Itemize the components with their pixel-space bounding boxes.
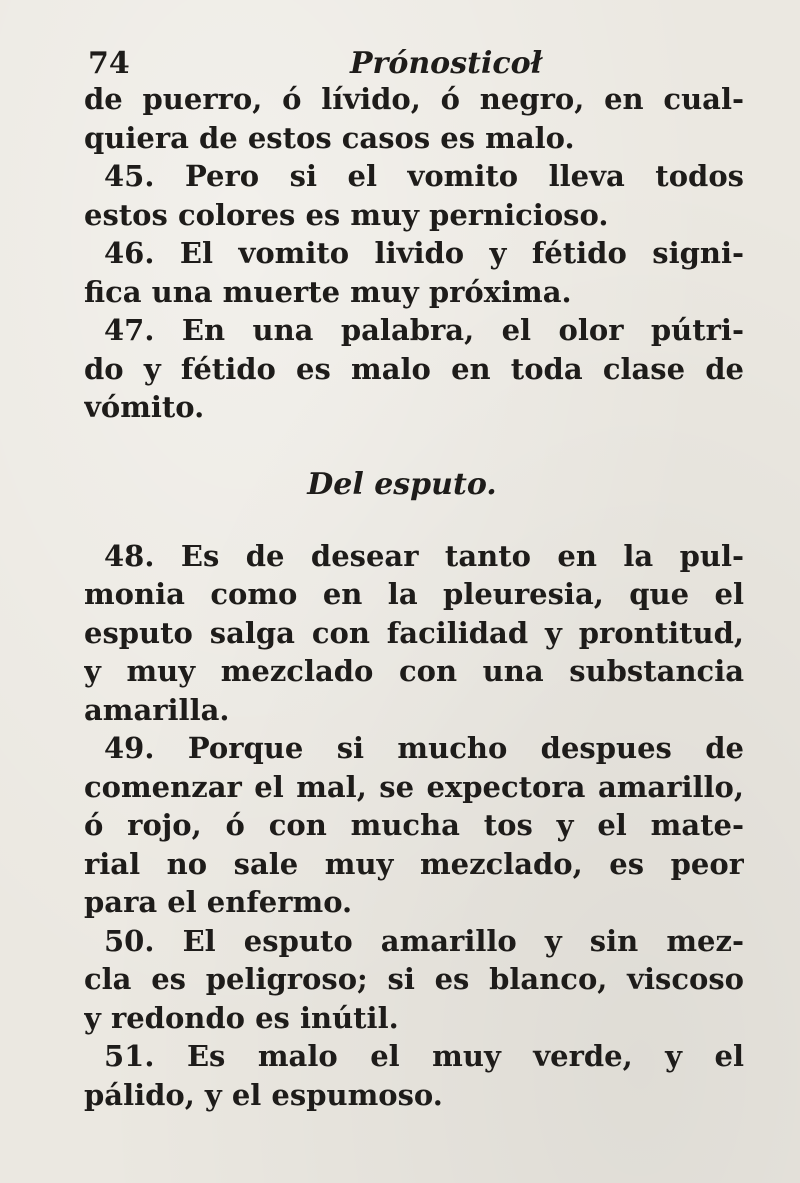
paragraph-47 [84,311,744,427]
text-line: 48. Es de desear tanto en la pul- [104,538,744,573]
text-line: pálido, y el espumoso. [84,1077,443,1112]
text-line: esputo salga con facilidad y prontitud, [84,615,744,650]
text-line: comenzar el mal, se expectora amarillo, [84,769,744,804]
paragraph-48 [84,537,744,730]
text-line: 46. El vomito livido y fétido signi- [104,236,744,270]
section-heading: Del esputo. [307,466,497,502]
paragraph-45 [84,157,744,234]
text-line: y redondo es inútil. [84,1000,399,1035]
text-line: y muy mezclado con una substancia [84,654,744,688]
text-line: 47. En una palabra, el olor pútri- [104,313,744,347]
text-line: quiera de estos casos es malo. [84,120,575,155]
text-line: 50. El esputo amarillo y sin mez- [104,923,744,958]
paragraph-51 [84,1037,744,1114]
text-line: para el enfermo. [84,885,353,919]
text-line: vómito. [84,390,205,424]
running-head [88,44,548,84]
text-line: 49. Porque si mucho despues de [104,731,744,765]
text-line: 45. Pero si el vomito lleva todos [104,159,744,193]
text-line: de puerro, ó lívido, ó negro, en cual- [84,82,744,116]
paragraph-50 [84,922,744,1038]
text-line: rial no sale muy mezclado, es peor [84,846,744,881]
paragraph-44-continued [84,80,744,157]
text-line: 51. Es malo el muy verde, y el [104,1039,744,1073]
text-line: estos colores es muy pernicioso. [84,197,609,232]
text-line: monia como en la pleuresia, que el [84,577,744,611]
text-line: do y fétido es malo en toda clase de [84,351,744,386]
body-text [84,80,744,1114]
text-line: fica una muerte muy próxima. [84,274,572,309]
page-number: 74 [88,46,130,81]
text-line: ó rojo, ó con mucha tos y el mate- [84,808,744,842]
text-line: amarilla. [84,692,230,727]
text-line: cla es peligroso; si es blanco, viscoso [84,962,744,996]
paragraph-46 [84,234,744,311]
running-title: Prónosticoł [350,46,543,81]
paragraph-49 [84,729,744,922]
